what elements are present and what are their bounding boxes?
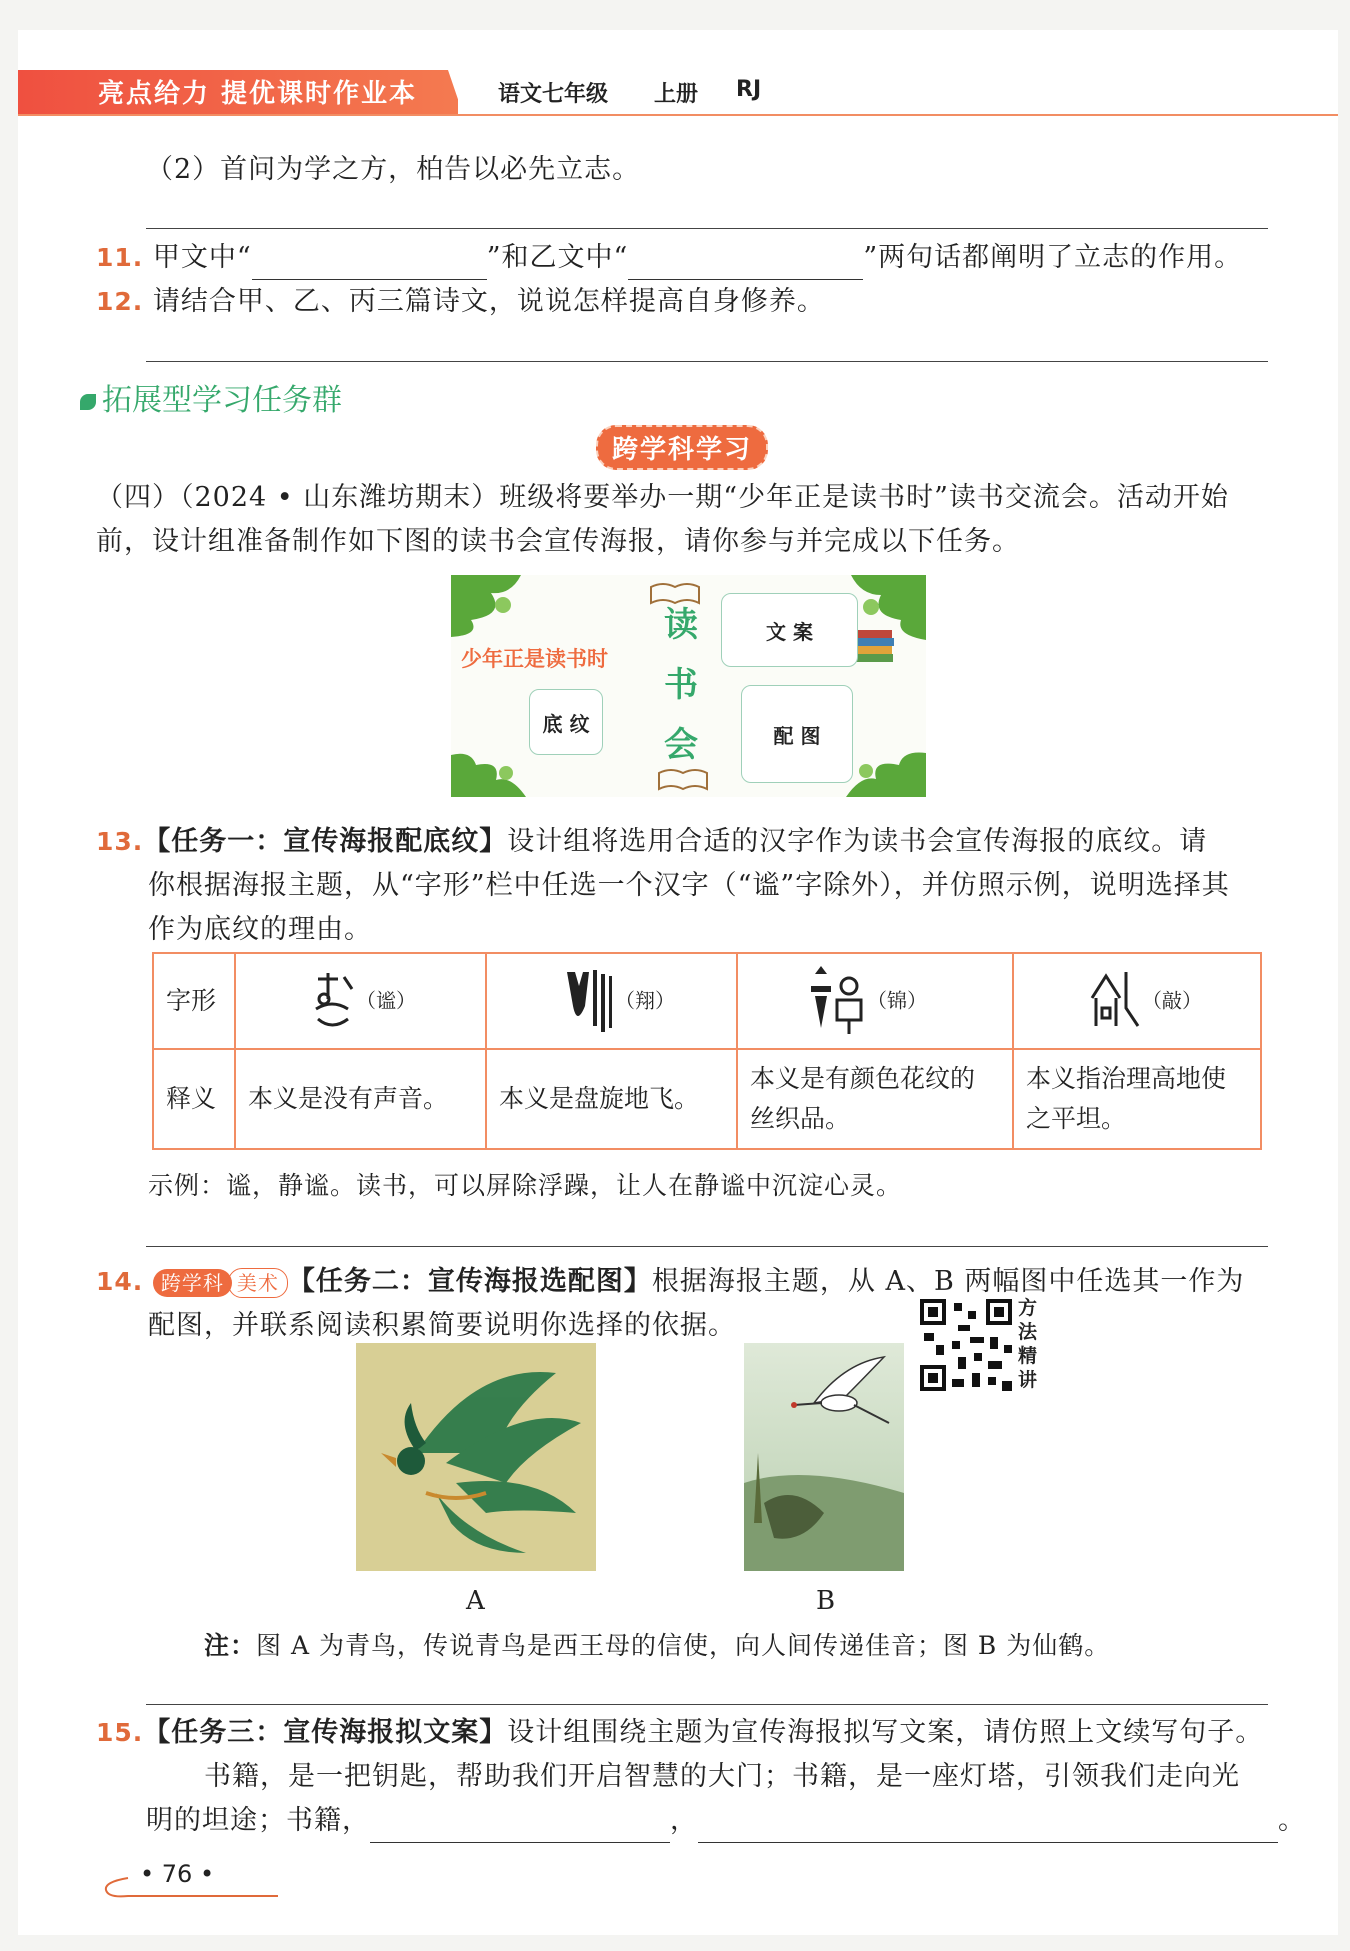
poster-char-du: 读: [664, 605, 698, 645]
glyph-label-mi: （谧）: [356, 988, 416, 1013]
q14-number: 14.: [96, 1267, 144, 1296]
poster-box-bg: 底 纹: [529, 689, 603, 755]
glyph-cell: [737, 953, 1013, 1049]
ancient-glyph-xiang-icon: [559, 966, 615, 1036]
table-label: 释义: [153, 1049, 235, 1149]
answer-line: [146, 228, 1268, 229]
q13-text-1: 设计组将选用合适的汉字作为读书会宣传海报的底纹。请: [507, 826, 1208, 857]
meaning-cell: [235, 1049, 486, 1149]
q13-line3: 作为底纹的理由。: [148, 914, 372, 945]
note-label: 注：: [204, 1631, 257, 1660]
q11-mid: ”和乙文中“: [486, 242, 629, 273]
qr-label-char: 讲: [1018, 1369, 1038, 1391]
header-rule: [18, 114, 1338, 116]
q15-number: 15.: [96, 1718, 144, 1747]
section-title-text: 拓展型学习任务群: [102, 383, 342, 418]
example-text: 示例：谧，静谧。读书，可以屏除浮躁，让人在静谧中沉淀心灵。: [148, 1171, 903, 1200]
header-subject: 语文七年级: [498, 82, 609, 107]
question-12: [96, 280, 825, 324]
page: [18, 30, 1338, 1935]
q15-blank-2[interactable]: [698, 1812, 1278, 1843]
answer-line: [146, 361, 1268, 362]
answer-line: [146, 1704, 1268, 1705]
header-edition: RJ: [736, 77, 762, 102]
meaning-text: 之平坦。: [1026, 1104, 1127, 1133]
qr-label-char: 法: [1018, 1321, 1038, 1343]
poster-box-image: 配 图: [741, 685, 853, 783]
q15-line1: [96, 1711, 1263, 1755]
answer-line: [146, 1246, 1268, 1247]
q15-blank-1[interactable]: [370, 1812, 670, 1843]
q12-number: 12.: [96, 287, 144, 316]
passage4-line2: 前，设计组准备制作如下图的读书会宣传海报，请你参与并完成以下任务。: [96, 526, 1020, 557]
q11-blank-2[interactable]: [628, 249, 863, 280]
poster-theme: 少年正是读书时: [461, 647, 608, 671]
q13-line1: [96, 820, 1207, 864]
meaning-text: 本义指治理高地使: [1026, 1064, 1227, 1093]
q11-post: ”两句话都阐明了立志的作用。: [863, 242, 1243, 273]
glyph-label-jin: （锦）: [867, 988, 927, 1013]
q15-comma: ，: [670, 1805, 698, 1836]
qr-code-icon[interactable]: [918, 1297, 1014, 1393]
glyph-label-xiang: （翔）: [615, 988, 675, 1013]
q15-line3-pre: 明的坦途；书籍，: [146, 1805, 370, 1836]
cross-subject-badge: 跨学科学习: [596, 425, 768, 470]
qr-label: [1018, 1296, 1042, 1392]
q11-pre: 甲文中“: [152, 242, 252, 273]
meaning-cell: [737, 1049, 1013, 1149]
q11-number: 11.: [96, 243, 144, 272]
q15-line2: 书籍，是一把钥匙，帮助我们开启智慧的大门；书籍，是一座灯塔，引领我们走向光: [204, 1761, 1240, 1792]
q12-text: 请结合甲、乙、丙三篇诗文，说说怎样提高自身修养。: [152, 286, 825, 317]
poster-figure: [451, 575, 926, 797]
glyph-cell: [235, 953, 486, 1049]
q11-blank-1[interactable]: [252, 249, 487, 280]
ancient-glyph-jin-icon: [805, 966, 867, 1036]
glyph-label-qiao: （敲）: [1142, 988, 1202, 1013]
q15-line3: [146, 1799, 1306, 1843]
note-text: 图 A 为青鸟，传说青鸟是西王母的信使，向人间传递佳音；图 B 为仙鹤。: [256, 1631, 1111, 1660]
q14-note: [204, 1626, 1110, 1666]
qr-label-char: 方: [1018, 1297, 1038, 1319]
meaning-text: 本义是没有声音。: [248, 1084, 449, 1113]
ancient-glyph-qiao-icon: [1086, 968, 1142, 1034]
q15-task: 【任务三：宣传海报拟文案】: [143, 1717, 508, 1748]
table-row: [153, 953, 1261, 1049]
qr-label-char: 精: [1018, 1345, 1038, 1367]
book-stack-icon: [854, 630, 894, 662]
cross-subject-tag: 跨学科: [153, 1269, 232, 1297]
poster-char-hui: 会: [664, 725, 698, 765]
poster-box-copy: 文 案: [721, 593, 858, 667]
character-table: [152, 952, 1262, 1150]
header-series: 亮点给力 提优课时作业本: [98, 79, 418, 109]
q13-line2: 你根据海报主题，从“字形”栏中任选一个汉字（“谧”字除外），并仿照示例，说明选择其: [148, 870, 1230, 901]
image-b-label: B: [816, 1586, 836, 1616]
meaning-text: 本义是盘旋地飞。: [499, 1084, 700, 1113]
question-11: [96, 236, 1242, 280]
meaning-cell: [1013, 1049, 1261, 1149]
image-a-label: A: [466, 1586, 485, 1616]
glyph-cell: [1013, 953, 1261, 1049]
image-a-blue-bird: [356, 1343, 596, 1571]
q15-text-1: 设计组围绕主题为宣传海报拟写文案，请仿照上文续写句子。: [507, 1717, 1264, 1748]
glyph-cell: [486, 953, 737, 1049]
section-title: [80, 375, 342, 419]
image-b-crane: [744, 1343, 904, 1571]
q14-task: 【任务二：宣传海报选配图】: [287, 1266, 652, 1297]
ancient-glyph-mi-icon: [308, 969, 356, 1033]
q10-part2: （2）首问为学之方，柏告以必先立志。: [146, 154, 641, 185]
q14-text-1: 根据海报主题，从 A、B 两幅图中任选其一作为: [651, 1266, 1245, 1297]
art-tag: 美术: [228, 1268, 288, 1298]
q14-line2: 配图，并联系阅读积累简要说明你选择的依据。: [148, 1310, 736, 1341]
header-volume: 上册: [654, 82, 699, 107]
meaning-text: 本义是有颜色花纹的: [750, 1064, 976, 1093]
table-label: 字形: [153, 953, 235, 1049]
leaf-icon: [80, 394, 96, 410]
meaning-text: 丝织品。: [750, 1104, 851, 1133]
q13-task: 【任务一：宣传海报配底纹】: [143, 826, 508, 857]
poster-char-shu: 书: [664, 665, 698, 705]
page-number: • 76 •: [140, 1860, 215, 1888]
meaning-cell: [486, 1049, 737, 1149]
q14-line1: [96, 1260, 1244, 1304]
table-row: [153, 1049, 1261, 1149]
q13-number: 13.: [96, 827, 144, 856]
q15-period: 。: [1278, 1805, 1306, 1836]
passage4-line1: （四）（2024 • 山东潍坊期末）班级将要举办一期“少年正是读书时”读书交流会。活动开始: [96, 482, 1229, 513]
